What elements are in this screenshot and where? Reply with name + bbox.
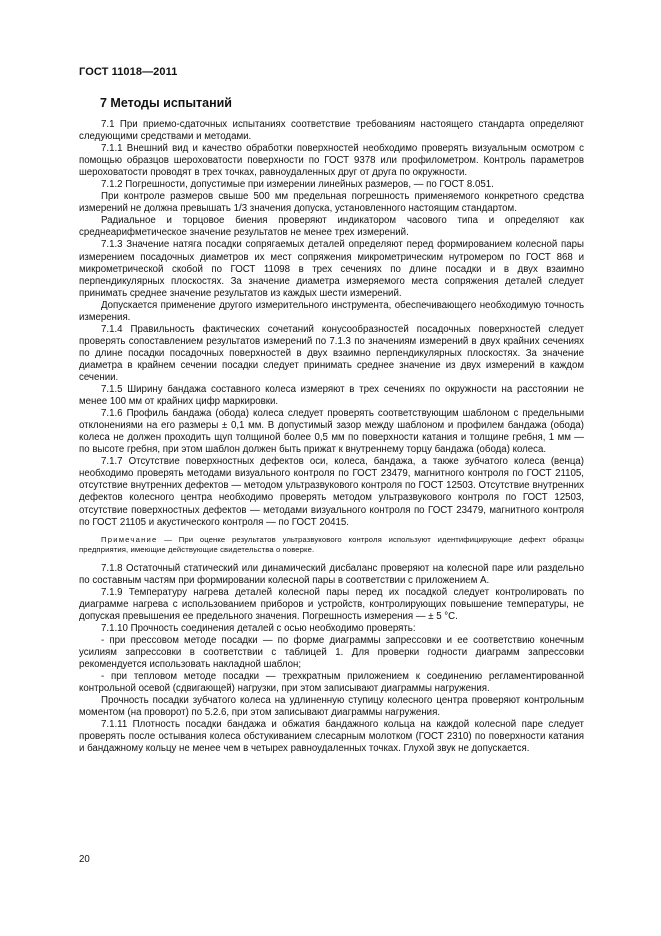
paragraph: Радиальное и торцовое биения проверяют индикатором часового типа и определяют как среднеарифметическое значение результатов не менее трех измерений. — [79, 215, 584, 239]
list-item: - при тепловом методе посадки — трехкратным приложением к соединению регламентированной контрольной осевой (сдвигающей) нагрузки, при этом записывают диаграммы нагружения. — [79, 671, 584, 695]
note-text: — При оценке результатов ультразвукового контроля используют идентифицирующие дефект образцы предприятия, имеющие действующие свидетельства о поверке. — [79, 534, 584, 555]
paragraph: 7.1.3 Значение натяга посадки сопрягаемых деталей определяют перед формированием колесной пары измерением посадочных диаметров их мест сопряжения микрометрическим нутромером по ГОСТ 868 и микрометрической скобой по ГОСТ 11098 в трех сечениях по длине посадки и в двух взаимно перпендикулярных плоскостях. За значение диаметра измеряемого места сопряжения деталей следует принимать среднее значение результатов из каждых шести измерений. — [79, 239, 584, 299]
paragraph: 7.1.6 Профиль бандажа (обода) колеса следует проверять соответствующим шаблоном с предельными отклонениями на его размеры ± 0,1 мм. В допустимый зазор между шаблоном и профилем бандажа (обода) колеса не должен проходить щуп толщиной более 0,5 мм по поверхности катания и толщине гребня, 1 мм — по высоте гребня, при этом шаблон должен быть прижат к внутреннему торцу бандажа (обода) колеса. — [79, 408, 584, 456]
note-label: Примечание — [101, 534, 158, 544]
paragraph: 7.1.5 Ширину бандажа составного колеса измеряют в трех сечениях по окружности на расстоянии не менее 100 мм от крайних цифр маркировки. — [79, 384, 584, 408]
paragraph: 7.1.4 Правильность фактических сочетаний конусообразностей посадочных поверхностей следует проверять сопоставлением результатов измерений по 7.1.3 по значениям измерений в двух крайних сечениях по длине посадки посадочных поверхностей в двух взаимно перпендикулярных плоскостях. За значение диаметра в крайнем сечении посадки следует принимать среднее значение из двух измерений в каждом сечении. — [79, 323, 584, 383]
section-title: 7 Методы испытаний — [100, 96, 232, 110]
document-header: ГОСТ 11018—2011 — [79, 66, 178, 78]
paragraph: 7.1.11 Плотность посадки бандажа и обжатия бандажного кольца на каждой колесной паре следует проверять после остывания колеса обстукиванием слесарным молотком (ГОСТ 2310) по поверхности катания и бандажному кольцу не менее чем в четырех равноудаленных точках. Глухой звук не допускается. — [79, 719, 584, 755]
paragraph: Прочность посадки зубчатого колеса на удлиненную ступицу колесного центра проверяют контрольным моментом (на проворот) по 5.2.6, при этом записывают диаграммы нагружения. — [79, 695, 584, 719]
paragraph: 7.1.2 Погрешности, допустимые при измерении линейных размеров, — по ГОСТ 8.051. — [101, 179, 494, 191]
paragraph: 7.1 При приемо-сдаточных испытаниях соответствие требованиям настоящего стандарта определяют следующими средствами и методами. — [79, 119, 584, 143]
paragraph: При контроле размеров свыше 500 мм предельная погрешность применяемого конкретного средства измерений не должна превышать 1/3 значения допуска, установленного настоящим стандартом. — [79, 191, 584, 215]
paragraph: 7.1.10 Прочность соединения деталей с осью необходимо проверять: — [101, 622, 416, 634]
list-item: - при прессовом методе посадки — по форме диаграммы запрессовки и ее соответствию конечным усилиям запрессовки в соответствии с таблицей 1. Для проверки годности диаграмм запрессовки рекомендуется использовать накладной шаблон; — [79, 634, 584, 670]
document-body — [79, 119, 584, 755]
paragraph: 7.1.1 Внешний вид и качество обработки поверхностей необходимо проверять визуальным осмотром с помощью образцов шероховатости поверхности по ГОСТ 9378 или профилометром. Контроль параметров шероховатости проводят в трех точках, равноудаленных друг от друга по окружности. — [79, 143, 584, 179]
paragraph: 7.1.7 Отсутствие поверхностных дефектов оси, колеса, бандажа, а также зубчатого колеса (венца) необходимо проверять методами визуального контроля по ГОСТ 23479, магнитного контроля по ГОСТ 21105, отсутствие внутренних дефектов — методом ультразвукового контроля по ГОСТ 12503. Отсутствие внутренних дефектов колесного центра необходимо проверять методом ультразвукового контроля по ГОСТ 12503, отсутствие поверхностных дефектов — методами визуального контроля по ГОСТ 23479, магнитного контроля по ГОСТ 21105 и акустического контроля — по ГОСТ 20415. — [79, 456, 584, 528]
note — [79, 535, 584, 556]
page-number: 20 — [79, 854, 90, 865]
paragraph: 7.1.9 Температуру нагрева деталей колесной пары перед их посадкой следует контролировать по диаграмме нагрева с использованием приборов и устройств, контролирующих повышение температуры, не допуская превышения ее предельного значения. Погрешность измерения — ± 5 °С. — [79, 586, 584, 622]
paragraph: Допускается применение другого измерительного инструмента, обеспечивающего необходимую точность измерения. — [79, 299, 584, 323]
paragraph: 7.1.8 Остаточный статический или динамический дисбаланс проверяют на колесной паре или раздельно по составным частям при формировании колесной пары в соответствии с приложением А. — [79, 562, 584, 586]
